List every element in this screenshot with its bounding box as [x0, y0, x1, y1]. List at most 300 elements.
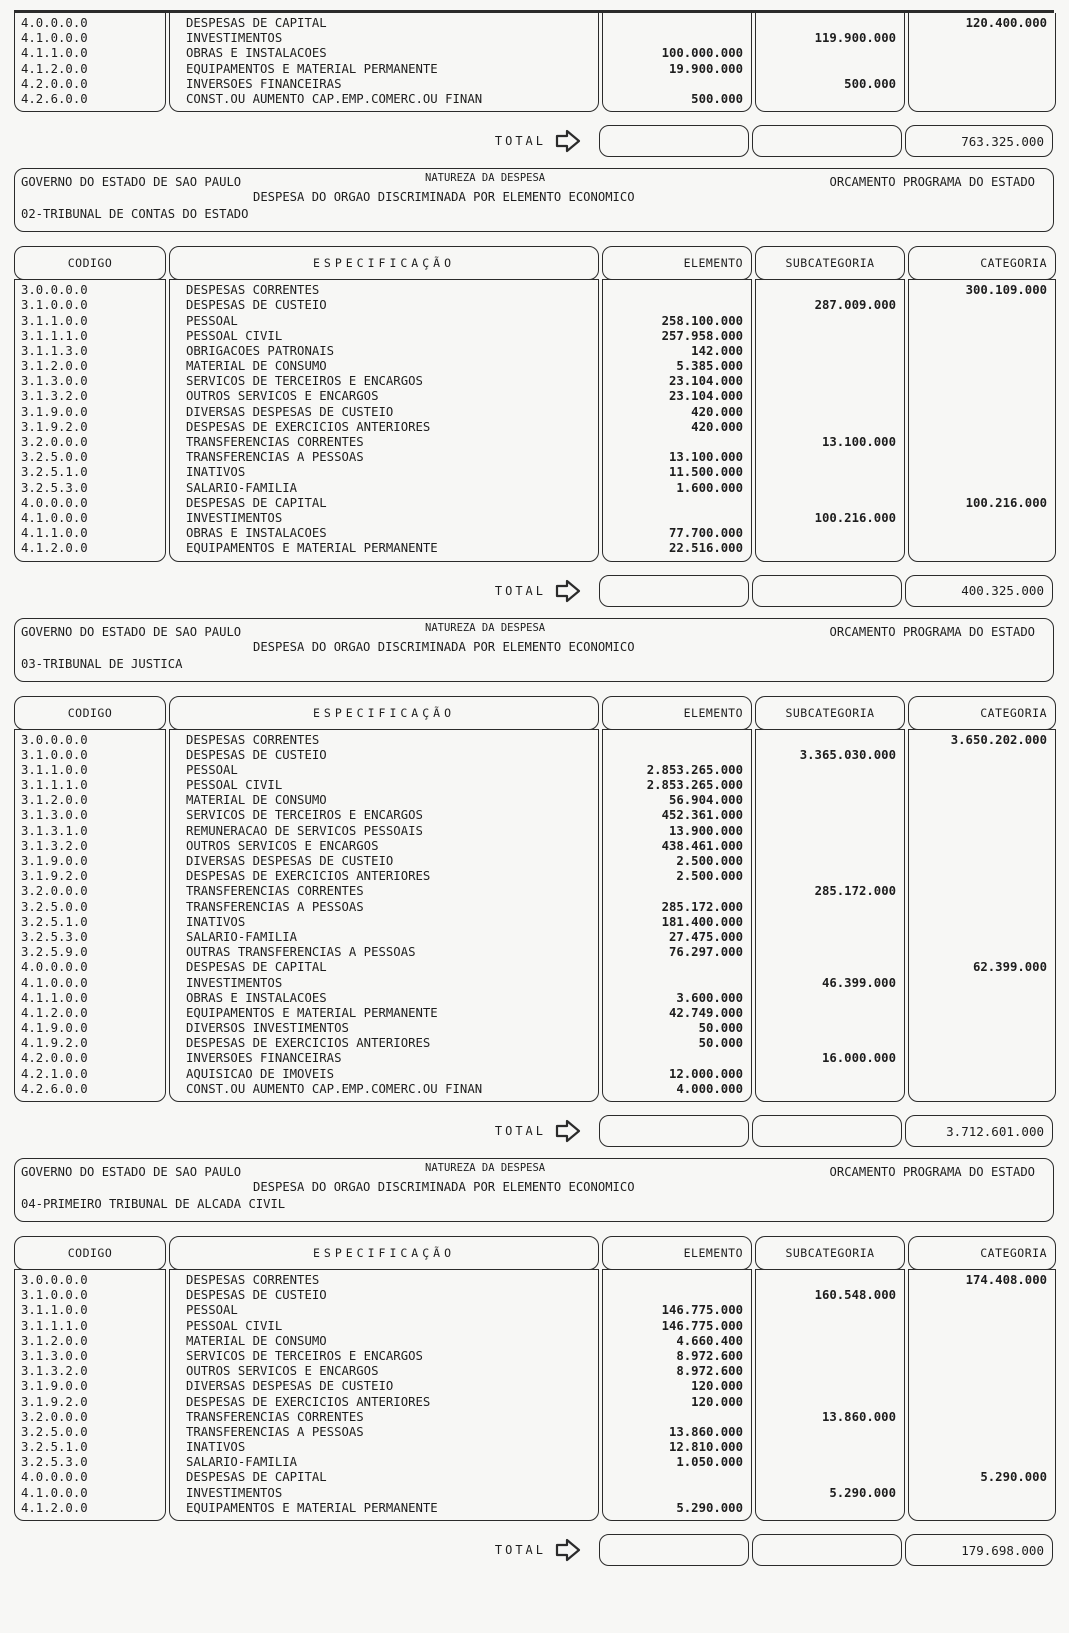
table-cell-subcategoria: 46.399.000 [821, 975, 896, 990]
table-cell-categoria [909, 793, 1055, 808]
table-cell-subcategoria: 160.548.000 [814, 1288, 896, 1303]
table-cell-elemento: 120.000 [691, 1394, 743, 1409]
table-cell-code: 3.1.9.0.0 [21, 404, 88, 419]
table-cell-code: 4.2.1.0.0 [21, 1066, 88, 1081]
table-cell-code: 3.1.1.1.0 [21, 328, 88, 343]
table-cell-spec: SALARIO-FAMILIA [186, 1455, 298, 1470]
total-boxes [599, 1534, 1053, 1566]
table-cell-subcategoria [756, 900, 904, 915]
subcategoria-column [755, 1269, 905, 1521]
table-cell-code: 3.1.1.3.0 [21, 343, 88, 358]
total-boxes [599, 125, 1053, 157]
table-cell-categoria [909, 420, 1055, 435]
table-cell-spec: EQUIPAMENTOS E MATERIAL PERMANENTE [186, 1005, 438, 1020]
table-cell-categoria [909, 1067, 1055, 1082]
table-cell-subcategoria [756, 945, 904, 960]
table-cell-categoria [909, 1036, 1055, 1051]
table-cell-elemento: 420.000 [691, 404, 743, 419]
table-cell-elemento: 23.104.000 [668, 374, 743, 389]
table-cell-elemento: 5.290.000 [676, 1500, 743, 1515]
table-cell-elemento: 56.904.000 [668, 793, 743, 808]
table-cell-code: 3.1.1.1.0 [21, 1318, 88, 1333]
report-header [14, 168, 1054, 232]
table-cell-spec: OUTROS SERVICOS E ENCARGOS [186, 838, 379, 853]
table-cell-subcategoria: 3.365.030.000 [799, 747, 896, 762]
table-cell-categoria [909, 1501, 1055, 1516]
table-cell-elemento [603, 1288, 751, 1303]
table-cell-categoria [909, 1455, 1055, 1470]
government-name: GOVERNO DO ESTADO DE SAO PAULO [21, 1165, 242, 1179]
table-cell-elemento: 12.810.000 [668, 1440, 743, 1455]
table-body [14, 1269, 1054, 1521]
total-label: TOTAL [494, 134, 546, 149]
table-cell-code: 3.1.1.1.0 [21, 778, 88, 793]
total-elemento [599, 575, 749, 607]
table-cell-subcategoria: 5.290.000 [829, 1485, 896, 1500]
table-cell-elemento [603, 733, 751, 748]
table-cell-code: 4.1.0.0.0 [21, 31, 88, 46]
table-cell-elemento [603, 960, 751, 975]
organ-name: 02-TRIBUNAL DE CONTAS DO ESTADO [21, 207, 249, 222]
table-cell-subcategoria: 13.100.000 [821, 435, 896, 449]
table-cell-elemento: 146.775.000 [661, 1303, 743, 1318]
table-cell-subcategoria [756, 1455, 904, 1470]
table-cell-subcategoria [756, 1349, 904, 1364]
table-cell-spec: PESSOAL [186, 313, 238, 328]
table-cell-spec: OUTROS SERVICOS E ENCARGOS [186, 1364, 379, 1379]
especificacao-column [169, 13, 599, 112]
table-cell-elemento: 500.000 [691, 91, 743, 106]
table-cell-spec: SERVICOS DE TERCEIROS E ENCARGOS [186, 808, 423, 823]
table-cell-categoria: 300.109.000 [965, 283, 1047, 298]
table-cell-code: 3.2.5.3.0 [21, 929, 88, 944]
government-name: GOVERNO DO ESTADO DE SAO PAULO [21, 624, 242, 639]
table-cell-elemento [603, 77, 751, 92]
table-cell-subcategoria [756, 1021, 904, 1036]
total-subcategoria [752, 1534, 902, 1566]
table-cell-elemento: 285.172.000 [661, 899, 743, 914]
table-cell-elemento: 452.361.000 [661, 808, 743, 823]
table-cell-categoria [909, 1334, 1055, 1349]
total-row [14, 124, 1054, 158]
table-cell-elemento: 8.972.600 [676, 1364, 743, 1379]
organ-section [14, 618, 1054, 1149]
table-cell-categoria [909, 900, 1055, 915]
table-cell-code: 3.1.0.0.0 [21, 298, 88, 313]
table-cell-elemento: 3.600.000 [676, 990, 743, 1005]
column-header-subcategoria: SUBCATEGORIA [755, 696, 905, 730]
table-cell-categoria [909, 839, 1055, 854]
budget-program-label: ORCAMENTO PROGRAMA DO ESTADO [829, 624, 1035, 639]
table-cell-spec: DESPESAS DE EXERCICIOS ANTERIORES [186, 1036, 431, 1051]
table-cell-categoria [909, 541, 1055, 556]
table-cell-spec: INVESTIMENTOS [186, 975, 283, 990]
table-cell-spec: TRANSFERENCIAS CORRENTES [186, 884, 364, 899]
table-cell-spec: EQUIPAMENTOS E MATERIAL PERMANENTE [186, 541, 438, 556]
table-cell-subcategoria [756, 869, 904, 884]
table-cell-subcategoria [756, 1379, 904, 1394]
table-cell-spec: DIVERSOS INVESTIMENTOS [186, 1021, 349, 1036]
column-header-categoria: CATEGORIA [908, 696, 1056, 730]
table-cell-subcategoria [756, 839, 904, 854]
table-cell-spec: INVESTIMENTOS [186, 31, 283, 46]
total-row [14, 574, 1054, 608]
table-cell-spec: EQUIPAMENTOS E MATERIAL PERMANENTE [186, 1500, 438, 1515]
table-cell-elemento [603, 1273, 751, 1288]
table-cell-spec: PESSOAL [186, 1303, 238, 1318]
table-cell-categoria [909, 1319, 1055, 1334]
table-cell-code: 4.1.0.0.0 [21, 510, 88, 525]
table-cell-elemento [603, 298, 751, 313]
table-cell-elemento [603, 283, 751, 298]
table-cell-categoria [909, 1082, 1055, 1097]
table-cell-subcategoria [756, 778, 904, 793]
total-label-group [14, 1119, 596, 1143]
table-cell-elemento: 5.385.000 [676, 359, 743, 374]
table-cell-code: 3.2.5.1.0 [21, 1440, 88, 1455]
government-name: GOVERNO DO ESTADO DE SAO PAULO [21, 175, 242, 190]
table-cell-code: 3.1.9.2.0 [21, 869, 88, 884]
table-cell-elemento: 120.000 [691, 1379, 743, 1394]
table-cell-code: 4.1.2.0.0 [21, 541, 88, 556]
column-header-subcategoria: SUBCATEGORIA [755, 1236, 905, 1270]
table-cell-elemento: 76.297.000 [668, 945, 743, 960]
report-description: DESPESA DO ORGAO DISCRIMINADA POR ELEMENTO ECONOMICO [253, 1180, 635, 1194]
table-cell-elemento [603, 1470, 751, 1485]
table-cell-code: 3.1.2.0.0 [21, 793, 88, 808]
codigo-column [14, 729, 166, 1103]
table-cell-categoria [909, 481, 1055, 496]
expense-nature-label: NATUREZA DA DESPESA [425, 621, 546, 634]
table-cell-categoria [909, 389, 1055, 404]
table-cell-categoria [909, 1440, 1055, 1455]
table-cell-spec: TRANSFERENCIAS A PESSOAS [186, 1424, 364, 1439]
table-cell-subcategoria: 16.000.000 [821, 1051, 896, 1066]
column-header-row [14, 696, 1054, 730]
table-cell-subcategoria [756, 1303, 904, 1318]
categoria-column [908, 13, 1056, 112]
table-cell-spec: DESPESAS DE EXERCICIOS ANTERIORES [186, 419, 431, 434]
table-cell-spec: TRANSFERENCIAS A PESSOAS [186, 450, 364, 465]
table-cell-categoria [909, 976, 1055, 991]
table-cell-spec: TRANSFERENCIAS CORRENTES [186, 1409, 364, 1424]
table-cell-spec: DESPESAS CORRENTES [186, 283, 320, 298]
table-cell-spec: DESPESAS CORRENTES [186, 732, 320, 747]
table-cell-spec: OBRAS E INSTALACOES [186, 46, 327, 61]
table-cell-spec: INATIVOS [186, 1440, 246, 1455]
arrow-right-icon [554, 1538, 582, 1562]
table-cell-spec: INVESTIMENTOS [186, 1485, 283, 1500]
table-cell-categoria [909, 31, 1055, 46]
table-cell-elemento: 50.000 [698, 1021, 743, 1036]
report-header [14, 1158, 1054, 1222]
table-cell-subcategoria [756, 541, 904, 556]
codigo-column [14, 279, 166, 561]
table-cell-code: 4.2.0.0.0 [21, 1051, 88, 1066]
table-cell-elemento: 1.600.000 [676, 480, 743, 495]
column-header-especificacao: ESPECIFICAÇÃO [169, 696, 599, 730]
column-header-codigo: CODIGO [14, 246, 166, 280]
table-cell-categoria [909, 1303, 1055, 1318]
total-row [14, 1114, 1054, 1148]
table-cell-spec: MATERIAL DE CONSUMO [186, 359, 327, 374]
table-body [14, 13, 1054, 112]
table-cell-spec: DESPESAS DE CAPITAL [186, 960, 327, 975]
table-cell-code: 3.1.3.2.0 [21, 1364, 88, 1379]
table-cell-subcategoria: 287.009.000 [814, 298, 896, 313]
table-cell-categoria [909, 1021, 1055, 1036]
table-cell-categoria [909, 62, 1055, 77]
table-cell-spec: INVERSOES FINANCEIRAS [186, 76, 342, 91]
table-cell-code: 4.2.6.0.0 [21, 91, 88, 106]
table-cell-elemento: 50.000 [698, 1036, 743, 1051]
table-cell-elemento [603, 884, 751, 899]
table-cell-code: 3.2.0.0.0 [21, 1409, 88, 1424]
table-cell-spec: PESSOAL [186, 762, 238, 777]
table-cell-categoria [909, 1425, 1055, 1440]
table-cell-subcategoria [756, 763, 904, 778]
table-cell-code: 3.1.1.0.0 [21, 313, 88, 328]
table-cell-subcategoria [756, 1273, 904, 1288]
table-cell-subcategoria [756, 92, 904, 107]
table-cell-subcategoria [756, 46, 904, 61]
column-header-codigo: CODIGO [14, 1236, 166, 1270]
table-body [14, 729, 1054, 1103]
table-cell-elemento [603, 31, 751, 46]
table-cell-spec: PESSOAL CIVIL [186, 328, 283, 343]
table-cell-categoria [909, 778, 1055, 793]
table-cell-subcategoria [756, 389, 904, 404]
table-cell-code: 3.1.1.0.0 [21, 1303, 88, 1318]
table-cell-code: 3.1.9.0.0 [21, 1379, 88, 1394]
table-cell-categoria [909, 945, 1055, 960]
table-cell-spec: DESPESAS DE CUSTEIO [186, 298, 327, 313]
table-cell-spec: DESPESAS DE CUSTEIO [186, 747, 327, 762]
budget-document-page [14, 14, 1054, 1577]
table-cell-categoria [909, 465, 1055, 480]
table-cell-elemento [603, 511, 751, 526]
arrow-right-icon [554, 1119, 582, 1143]
total-categoria: 400.325.000 [905, 575, 1053, 607]
column-header-categoria: CATEGORIA [908, 1236, 1056, 1270]
total-label-group [14, 579, 596, 603]
table-cell-categoria [909, 915, 1055, 930]
table-cell-code: 4.1.2.0.0 [21, 1500, 88, 1515]
table-cell-elemento: 438.461.000 [661, 838, 743, 853]
table-cell-elemento [603, 1051, 751, 1066]
table-cell-elemento: 1.050.000 [676, 1455, 743, 1470]
table-cell-categoria [909, 854, 1055, 869]
table-cell-subcategoria [756, 526, 904, 541]
table-cell-subcategoria [756, 915, 904, 930]
table-cell-categoria [909, 46, 1055, 61]
report-header [14, 618, 1054, 682]
especificacao-column [169, 1269, 599, 1521]
table-cell-code: 4.0.0.0.0 [21, 16, 88, 30]
total-subcategoria [752, 1115, 902, 1147]
table-cell-code: 3.1.3.1.0 [21, 823, 88, 838]
table-cell-spec: DESPESAS DE CAPITAL [186, 495, 327, 510]
table-cell-code: 4.0.0.0.0 [21, 1470, 88, 1485]
table-cell-subcategoria [756, 405, 904, 420]
table-cell-categoria [909, 298, 1055, 313]
table-cell-code: 3.2.5.9.0 [21, 945, 88, 960]
table-cell-subcategoria: 500.000 [844, 76, 896, 91]
table-cell-elemento: 146.775.000 [661, 1318, 743, 1333]
table-cell-categoria [909, 869, 1055, 884]
table-cell-code: 4.1.2.0.0 [21, 61, 88, 76]
table-cell-spec: SERVICOS DE TERCEIROS E ENCARGOS [186, 1348, 423, 1363]
categoria-column [908, 729, 1056, 1103]
elemento-column [602, 13, 752, 112]
table-cell-spec: OBRAS E INSTALACOES [186, 990, 327, 1005]
subcategoria-column [755, 279, 905, 561]
total-label: TOTAL [494, 583, 546, 598]
table-cell-spec: OUTRAS TRANSFERENCIAS A PESSOAS [186, 945, 416, 960]
table-cell-code: 3.2.5.1.0 [21, 914, 88, 929]
table-cell-elemento: 42.749.000 [668, 1005, 743, 1020]
table-cell-elemento: 2.853.265.000 [646, 762, 743, 777]
table-cell-elemento: 2.500.000 [676, 854, 743, 868]
table-cell-elemento: 8.972.600 [676, 1348, 743, 1363]
total-categoria: 179.698.000 [905, 1534, 1053, 1566]
table-cell-subcategoria [756, 496, 904, 511]
column-header-subcategoria: SUBCATEGORIA [755, 246, 905, 280]
table-cell-elemento: 4.000.000 [676, 1081, 743, 1096]
table-cell-categoria: 100.216.000 [965, 495, 1047, 510]
organ-section [14, 168, 1054, 607]
column-header-row [14, 1236, 1054, 1270]
expense-nature-label: NATUREZA DA DESPESA [425, 1162, 546, 1174]
table-cell-elemento: 142.000 [691, 343, 743, 358]
table-cell-elemento [603, 976, 751, 991]
table-cell-code: 4.1.0.0.0 [21, 1485, 88, 1500]
table-cell-elemento [603, 496, 751, 511]
table-cell-code: 3.1.3.2.0 [21, 838, 88, 853]
total-subcategoria [752, 575, 902, 607]
report-description: DESPESA DO ORGAO DISCRIMINADA POR ELEMENTO ECONOMICO [253, 190, 635, 205]
table-cell-subcategoria [756, 808, 904, 823]
table-cell-spec: DIVERSAS DESPESAS DE CUSTEIO [186, 854, 394, 868]
column-header-elemento: ELEMENTO [602, 696, 752, 730]
table-cell-subcategoria [756, 991, 904, 1006]
table-cell-spec: DESPESAS DE CAPITAL [186, 16, 327, 30]
table-cell-subcategoria [756, 344, 904, 359]
table-cell-subcategoria [756, 314, 904, 329]
organ-name: 04-PRIMEIRO TRIBUNAL DE ALCADA CIVIL [21, 1197, 286, 1211]
table-cell-categoria [909, 1349, 1055, 1364]
total-elemento [599, 1115, 749, 1147]
table-cell-categoria [909, 92, 1055, 107]
table-cell-categoria [909, 748, 1055, 763]
table-cell-categoria [909, 1379, 1055, 1394]
table-cell-categoria: 3.650.202.000 [950, 732, 1047, 747]
table-cell-categoria [909, 511, 1055, 526]
table-cell-code: 3.1.0.0.0 [21, 747, 88, 762]
total-label: TOTAL [494, 1543, 546, 1557]
table-cell-categoria [909, 344, 1055, 359]
table-cell-spec: AQUISICAO DE IMOVEIS [186, 1066, 335, 1081]
table-cell-subcategoria: 100.216.000 [814, 510, 896, 525]
table-cell-code: 3.2.5.0.0 [21, 1424, 88, 1439]
total-categoria: 3.712.601.000 [905, 1115, 1053, 1147]
budget-program-label: ORCAMENTO PROGRAMA DO ESTADO [829, 1165, 1035, 1179]
table-cell-categoria [909, 526, 1055, 541]
table-cell-code: 4.2.0.0.0 [21, 76, 88, 91]
column-header-categoria: CATEGORIA [908, 246, 1056, 280]
subcategoria-column [755, 729, 905, 1103]
table-cell-categoria [909, 930, 1055, 945]
table-cell-elemento [603, 16, 751, 31]
table-cell-categoria [909, 77, 1055, 92]
elemento-column [602, 1269, 752, 1521]
table-cell-subcategoria [756, 1501, 904, 1516]
table-cell-code: 3.1.2.0.0 [21, 1333, 88, 1348]
table-cell-spec: DESPESAS DE CAPITAL [186, 1470, 327, 1485]
table-cell-elemento: 257.958.000 [661, 328, 743, 343]
total-elemento [599, 1534, 749, 1566]
table-cell-spec: DESPESAS DE EXERCICIOS ANTERIORES [186, 869, 431, 884]
table-cell-elemento: 4.660.400 [676, 1333, 743, 1348]
table-cell-spec: DIVERSAS DESPESAS DE CUSTEIO [186, 404, 394, 419]
total-categoria: 763.325.000 [905, 125, 1053, 157]
table-cell-code: 3.1.9.2.0 [21, 419, 88, 434]
total-label: TOTAL [494, 1124, 546, 1138]
table-cell-categoria [909, 314, 1055, 329]
arrow-right-icon [554, 129, 582, 153]
column-header-codigo: CODIGO [14, 696, 166, 730]
table-cell-spec: TRANSFERENCIAS CORRENTES [186, 435, 364, 449]
table-cell-code: 4.0.0.0.0 [21, 960, 88, 975]
organ-section [14, 1158, 1054, 1567]
table-cell-subcategoria: 119.900.000 [814, 31, 896, 46]
table-cell-code: 4.1.1.0.0 [21, 526, 88, 541]
total-elemento [599, 125, 749, 157]
table-cell-elemento: 2.500.000 [676, 869, 743, 884]
table-cell-subcategoria [756, 793, 904, 808]
elemento-column [602, 279, 752, 561]
table-cell-code: 3.1.3.2.0 [21, 389, 88, 404]
table-cell-code: 3.1.1.0.0 [21, 762, 88, 777]
table-cell-code: 4.0.0.0.0 [21, 495, 88, 510]
organ-sections [14, 168, 1054, 1567]
table-cell-categoria: 120.400.000 [965, 16, 1047, 30]
table-cell-subcategoria [756, 930, 904, 945]
table-cell-subcategoria [756, 824, 904, 839]
table-cell-categoria [909, 1006, 1055, 1021]
table-cell-subcategoria [756, 1364, 904, 1379]
table-cell-subcategoria [756, 1440, 904, 1455]
table-cell-code: 3.2.5.1.0 [21, 465, 88, 480]
elemento-column [602, 729, 752, 1103]
table-cell-spec: OBRAS E INSTALACOES [186, 526, 327, 541]
especificacao-column [169, 279, 599, 561]
table-cell-spec: DESPESAS DE CUSTEIO [186, 1288, 327, 1303]
table-cell-subcategoria [756, 733, 904, 748]
table-cell-spec: SALARIO-FAMILIA [186, 929, 298, 944]
table-cell-subcategoria [756, 465, 904, 480]
table-cell-subcategoria [756, 62, 904, 77]
table-cell-elemento [603, 1486, 751, 1501]
table-cell-subcategoria [756, 1319, 904, 1334]
table-cell-elemento: 77.700.000 [668, 526, 743, 541]
table-cell-spec: INATIVOS [186, 465, 246, 480]
table-cell-code: 4.2.6.0.0 [21, 1081, 88, 1096]
table-cell-code: 3.1.0.0.0 [21, 1288, 88, 1303]
total-label-group [14, 1538, 596, 1562]
table-cell-elemento: 27.475.000 [668, 929, 743, 944]
table-cell-subcategoria [756, 420, 904, 435]
